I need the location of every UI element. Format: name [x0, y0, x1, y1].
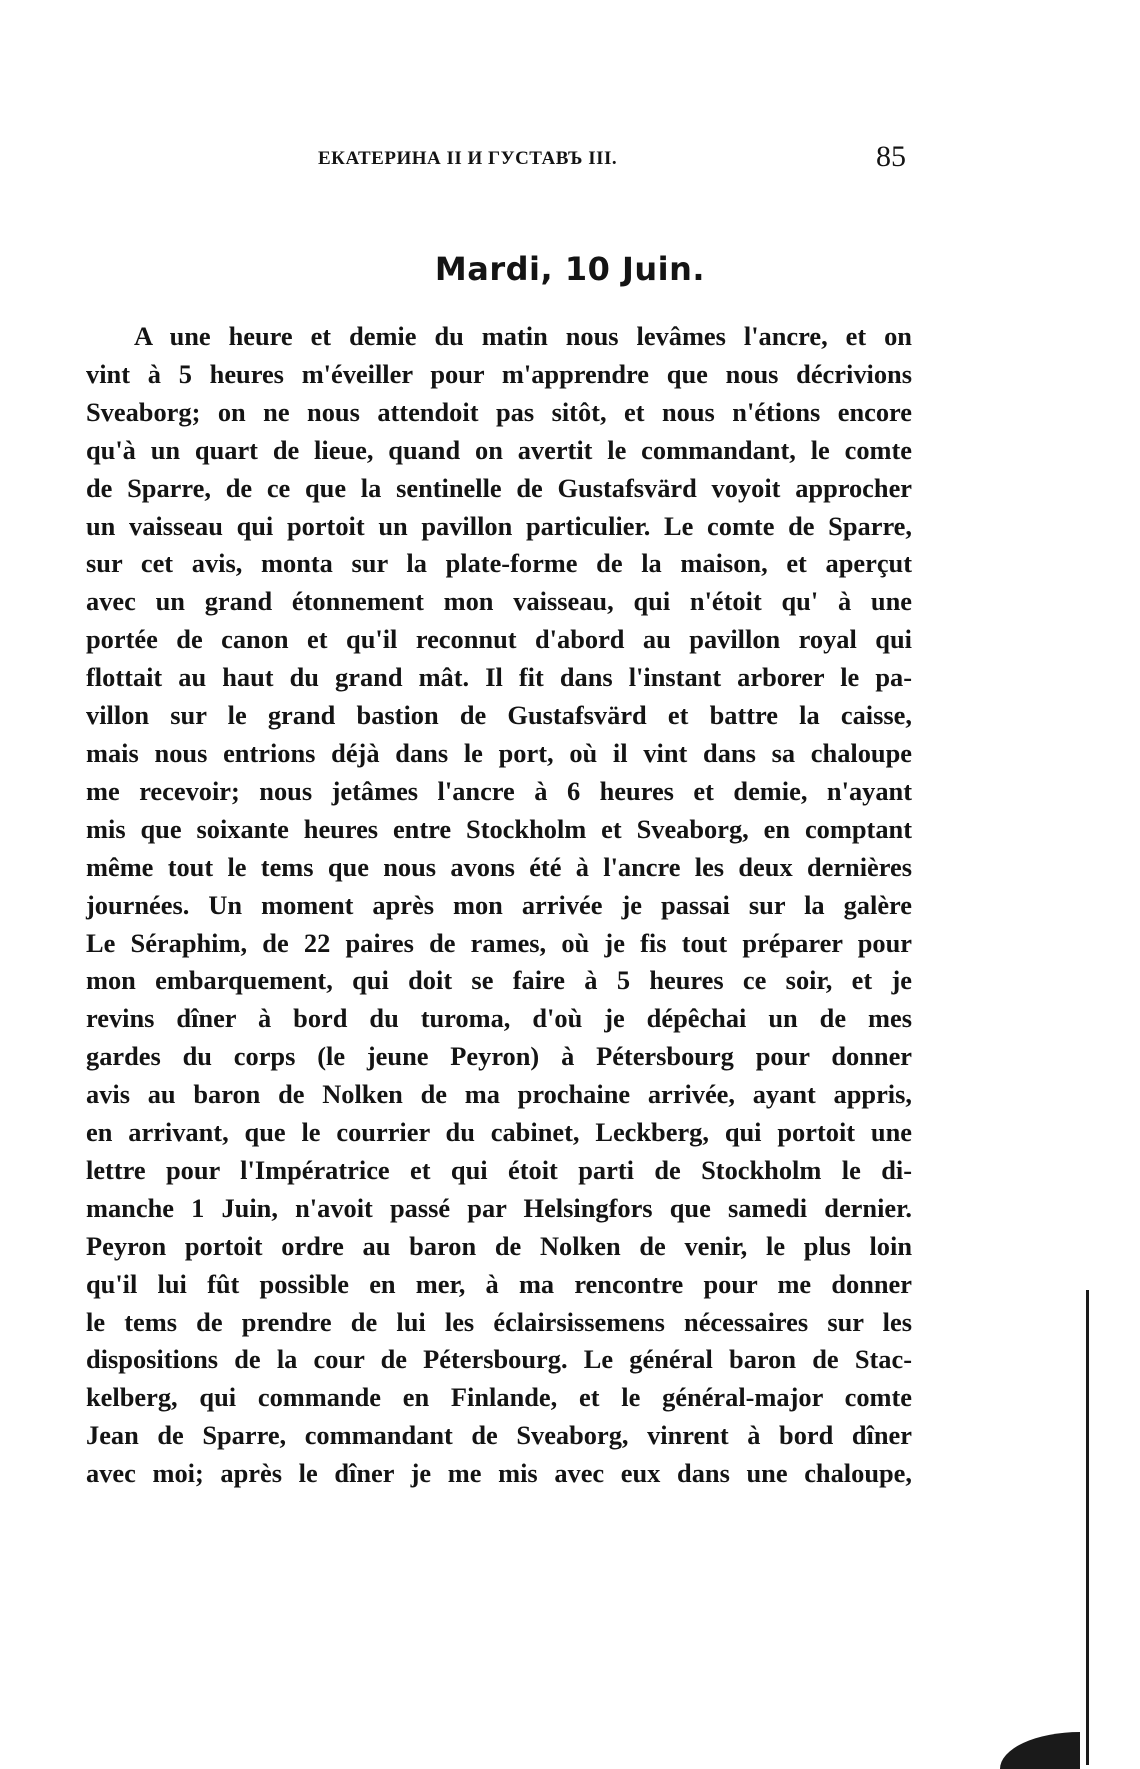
text-line: gardes du corps (le jeune Peyron) à Pétersbourg pour donner — [86, 1041, 912, 1072]
text-line: Le Séraphim, de 22 paires de rames, où je fis tout préparer pour — [86, 927, 912, 958]
text-line: avec un grand étonnement mon vaisseau, qui n'étoit qu' à une — [86, 586, 912, 617]
page-edge-line — [1086, 1290, 1089, 1765]
text-line: portée de canon et qu'il reconnut d'abord au pavillon royal qui — [86, 624, 912, 655]
running-title: ЕКАТЕРИНА II И ГУСТАВЪ III. — [318, 148, 618, 169]
text-line: qu'il lui fût possible en mer, à ma rencontre pour me donner — [86, 1268, 912, 1299]
text-line: même tout le tems que nous avons été à l'ancre les deux dernières — [86, 851, 912, 882]
text-line: A une heure et demie du matin nous levâmes l'ancre, et on — [134, 321, 912, 351]
text-line: de Sparre, de ce que la sentinelle de Gustafsvärd voyoit approcher — [86, 472, 912, 503]
page-edge-shadow — [1000, 1732, 1080, 1769]
text-line: journées. Un moment après mon arrivée je passai sur la galère — [86, 889, 912, 920]
running-header — [0, 140, 1140, 180]
date-heading: Mardi, 10 Juin. — [434, 250, 706, 288]
text-line: mon embarquement, qui doit se faire à 5 heures ce soir, et je — [86, 965, 912, 996]
page-number: 85 — [876, 140, 906, 173]
text-line: un vaisseau qui portoit un pavillon particulier. Le comte de Sparre, — [86, 510, 912, 541]
text-line: flottait au haut du grand mât. Il fit dans l'instant arborer le pa- — [86, 662, 912, 693]
text-line: en arrivant, que le courrier du cabinet, Leckberg, qui portoit une — [86, 1117, 912, 1148]
text-line: lettre pour l'Impératrice et qui étoit parti de Stockholm le di- — [86, 1154, 912, 1185]
text-line: Jean de Sparre, commandant de Sveaborg, vinrent à bord dîner — [86, 1420, 912, 1451]
text-line: avis au baron de Nolken de ma prochaine arrivée, ayant appris, — [86, 1079, 912, 1110]
text-line: mis que soixante heures entre Stockholm et Sveaborg, en comptant — [86, 813, 912, 844]
text-line: dispositions de la cour de Pétersbourg. Le général baron de Stac- — [86, 1344, 912, 1375]
text-line: Peyron portoit ordre au baron de Nolken de venir, le plus loin — [86, 1230, 912, 1261]
text-line: mais nous entrions déjà dans le port, où il vint dans sa chaloupe — [86, 737, 912, 768]
text-line: le tems de prendre de lui les éclairsissemens nécessaires sur les — [86, 1306, 912, 1337]
text-line: vint à 5 heures m'éveiller pour m'apprendre que nous décrivions — [86, 358, 912, 389]
text-line: revins dîner à bord du turoma, d'où je dépêchai un de mes — [86, 1003, 912, 1034]
text-line: Sveaborg; on ne nous attendoit pas sitôt, et nous n'étions encore — [86, 396, 912, 427]
text-line: me recevoir; nous jetâmes l'ancre à 6 heures et demie, n'ayant — [86, 775, 912, 806]
text-line: villon sur le grand bastion de Gustafsvärd et battre la caisse, — [86, 700, 912, 731]
text-line: avec moi; après le dîner je me mis avec eux dans une chaloupe, — [86, 1458, 912, 1489]
body-paragraph — [86, 318, 912, 1493]
text-line: sur cet avis, monta sur la plate-forme de la maison, et aperçut — [86, 548, 912, 579]
text-line: kelberg, qui commande en Finlande, et le général-major comte — [86, 1382, 912, 1413]
text-line: qu'à un quart de lieue, quand on avertit le commandant, le comte — [86, 434, 912, 465]
text-line: manche 1 Juin, n'avoit passé par Helsingfors que samedi dernier. — [86, 1192, 912, 1223]
